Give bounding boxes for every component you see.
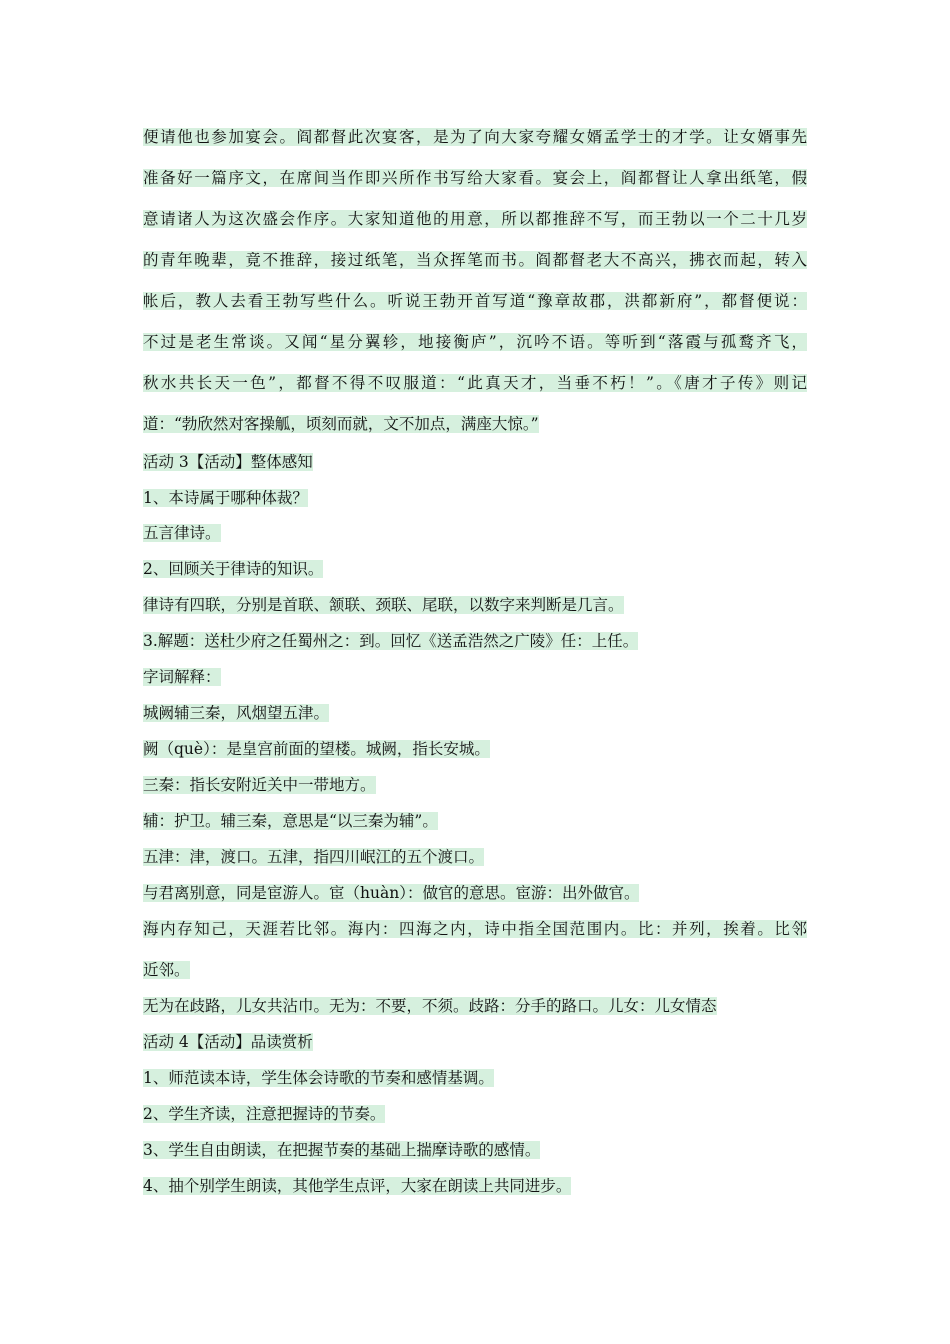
activity4-step-3: 3、学生自由朗读，在把握节奏的基础上揣摩诗歌的感情。 bbox=[143, 1141, 541, 1159]
vocab-que: 阙（què）：是皇宫前面的望楼。城阙，指长安城。 bbox=[143, 740, 490, 758]
title-explanation: 3.解题：送杜少府之任蜀州之：到。回忆《送孟浩然之广陵》任：上任。 bbox=[143, 632, 639, 650]
story-line: 道：“勃欣然对客操觚，顷刻而就，文不加点，满座大惊。” bbox=[143, 415, 539, 433]
poem-line-3: 海内存知己，天涯若比邻。海内：四海之内，诗中指全国范围内。比：并列，挨着。比邻 近邻。 bbox=[143, 920, 807, 979]
story-line: 不过是老生常谈。又闻“星分翼轸，地接衡庐”，沉吟不语。等听到“落霞与孤鹜齐飞， bbox=[143, 333, 807, 351]
activity4-step-2: 2、学生齐读，注意把握诗的节奏。 bbox=[143, 1105, 386, 1123]
vocab-sanqin: 三秦：指长安附近关中一带地方。 bbox=[143, 776, 376, 794]
activity3-heading: 活动 3【活动】整体感知 bbox=[143, 453, 313, 471]
poem-line-1: 城阙辅三秦，风烟望五津。 bbox=[143, 704, 330, 722]
activity3-answer-1: 五言律诗。 bbox=[143, 524, 221, 542]
vocab-fu: 辅：护卫。辅三秦，意思是“以三秦为辅”。 bbox=[143, 812, 438, 830]
story-line: 意请诸人为这次盛会作序。大家知道他的用意，所以都推辞不写，而王勃以一个二十几岁 bbox=[143, 210, 807, 228]
activity3-question-2: 2、回顾关于律诗的知识。 bbox=[143, 560, 324, 578]
activity4-step-4: 4、抽个别学生朗读，其他学生点评，大家在朗读上共同进步。 bbox=[143, 1177, 572, 1195]
activity4-heading: 活动 4【活动】品读赏析 bbox=[143, 1033, 313, 1051]
activity3-question-1: 1、本诗属于哪种体裁？ bbox=[143, 489, 308, 507]
vocab-wujin: 五津：津，渡口。五津，指四川岷江的五个渡口。 bbox=[143, 848, 485, 866]
story-line: 准备好一篇序文，在席间当作即兴所作书写给大家看。宴会上，阎都督让人拿出纸笔，假 bbox=[143, 169, 807, 187]
activity4-step-1: 1、师范读本诗，学生体会诗歌的节奏和感情基调。 bbox=[143, 1069, 494, 1087]
poem-line-4: 无为在歧路，儿女共沾巾。无为：不要，不须。歧路：分手的路口。儿女：儿女情态 bbox=[143, 997, 717, 1015]
poem-line-2: 与君离别意，同是宦游人。宦（huàn）：做官的意思。宦游：出外做官。 bbox=[143, 884, 640, 902]
story-line: 秋水共长天一色”，都督不得不叹服道：“此真天才，当垂不朽！”。《唐才子传》则记 bbox=[143, 374, 807, 392]
story-line: 的青年晚辈，竟不推辞，接过纸笔，当众挥笔而书。阎都督老大不高兴，拂衣而起，转入 bbox=[143, 251, 807, 269]
story-line: 便请他也参加宴会。阎都督此次宴客，是为了向大家夸耀女婿孟学士的才学。让女婿事先 bbox=[143, 128, 807, 146]
activity3-answer-2: 律诗有四联，分别是首联、颔联、颈联、尾联，以数字来判断是几言。 bbox=[143, 596, 624, 614]
story-line: 帐后，教人去看王勃写些什么。听说王勃开首写道“豫章故郡，洪都新府”，都督便说： bbox=[143, 292, 807, 310]
vocab-heading: 字词解释： bbox=[143, 668, 221, 686]
story-paragraph bbox=[143, 126, 807, 454]
